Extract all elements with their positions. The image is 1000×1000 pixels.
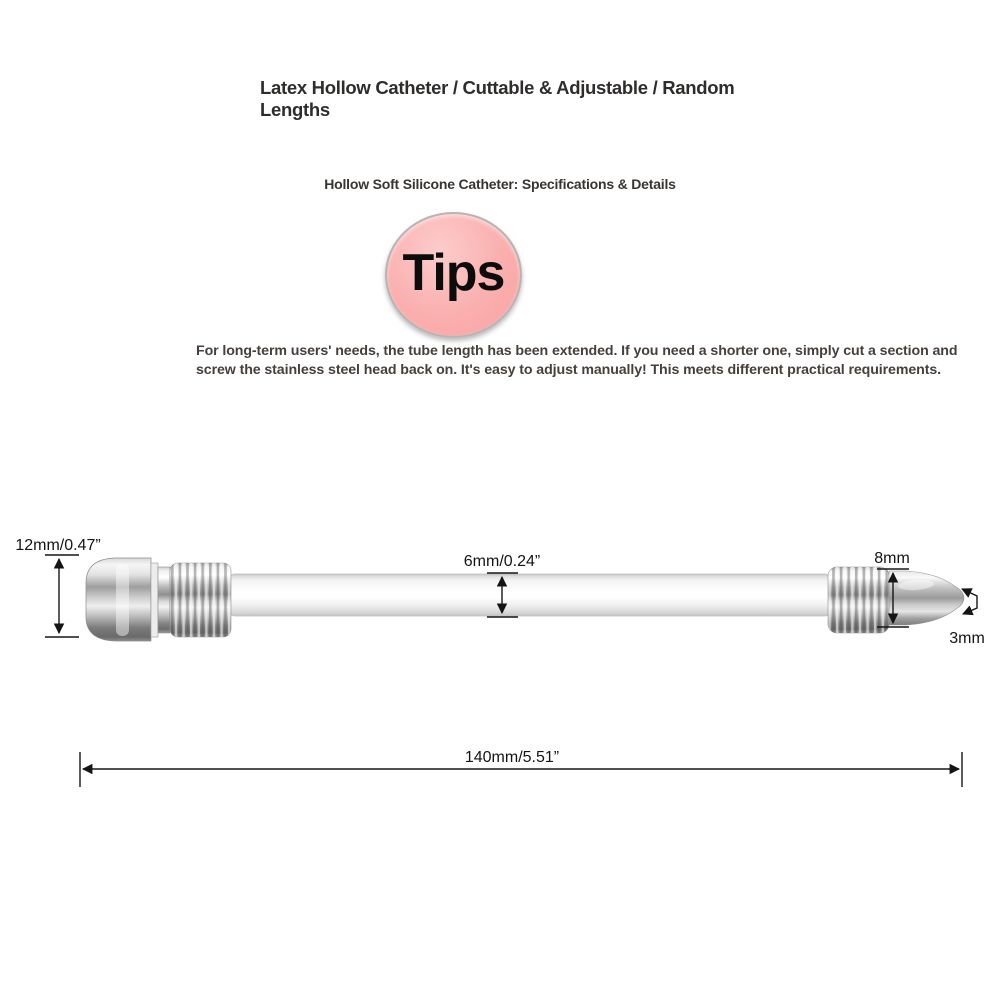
tips-description: For long-term users' needs, the tube length has been extended. If you need a shorter one, simply cut a section and screw the stainless steel head back on. It's easy to adjust manually! This meets different practical requirements. [196,343,958,378]
catheter-diagram [0,500,1000,800]
section-subtitle: Hollow Soft Silicone Catheter: Specifications & Details [324,176,676,192]
tips-badge [385,212,522,338]
thread-section-right-ribs [828,567,889,633]
tips-label: Tips [402,244,505,302]
dim-label-tip-opening: 3mm [949,630,985,647]
dim-label-tube-diameter: 6mm/0.24” [463,553,541,570]
dim-label-tip-diameter: 8mm [874,550,910,567]
dim-tip-opening-bracket [962,589,977,614]
silicone-tube [229,574,831,616]
head-cap-highlight [116,564,129,636]
dim-label-head-diameter: 12mm/0.47” [15,537,101,554]
thread-section-left-ribs [170,563,231,637]
bullet-tip [889,571,964,625]
page-title: Latex Hollow Catheter / Cuttable & Adjustable / Random Lengths [260,77,735,120]
dim-label-total-length: 140mm/5.51” [464,749,560,766]
head-collar [158,567,170,633]
head-cap-ring [151,563,158,637]
